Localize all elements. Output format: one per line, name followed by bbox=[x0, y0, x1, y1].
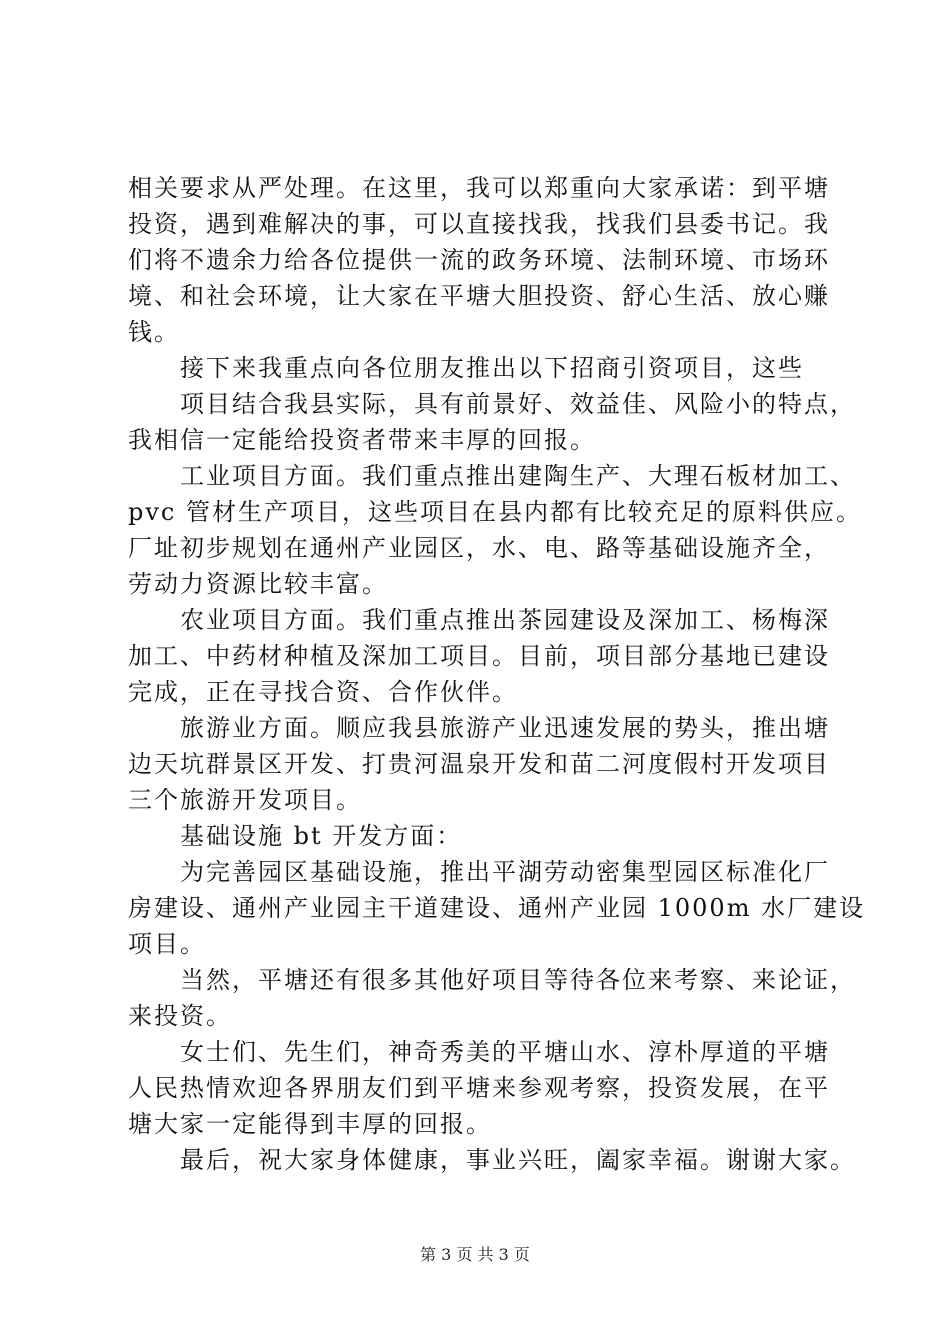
text-line: 为完善园区基础设施，推出平湖劳动密集型园区标准化厂 bbox=[180, 858, 830, 886]
text-line: 相关要求从严处理。在这里，我可以郑重向大家承诺：到平塘 bbox=[128, 174, 830, 202]
text-line: 女士们、先生们，神奇秀美的平塘山水、淳朴厚道的平塘 bbox=[180, 1038, 830, 1066]
text-line: 项目。 bbox=[128, 930, 206, 958]
text-line: 我相信一定能给投资者带来丰厚的回报。 bbox=[128, 426, 596, 454]
text-line: 们将不遗余力给各位提供一流的政务环境、法制环境、市场环 bbox=[128, 246, 830, 274]
text-line: 劳动力资源比较丰富。 bbox=[128, 570, 388, 598]
text-line: 来投资。 bbox=[128, 1002, 232, 1030]
text-line: 农业项目方面。我们重点推出茶园建设及深加工、杨梅深 bbox=[180, 606, 830, 634]
text-line: 投资，遇到难解决的事，可以直接找我，找我们县委书记。我 bbox=[128, 210, 830, 238]
text-line: 基础设施 bt 开发方面： bbox=[180, 822, 463, 850]
text-line: 边天坑群景区开发、打贵河温泉开发和苗二河度假村开发项目 bbox=[128, 750, 830, 778]
text-line: 最后，祝大家身体健康，事业兴旺，阖家幸福。谢谢大家。 bbox=[180, 1146, 856, 1174]
page-number-footer: 第 3 页 共 3 页 bbox=[420, 1245, 530, 1264]
text-line: 人民热情欢迎各界朋友们到平塘来参观考察，投资发展，在平 bbox=[128, 1074, 830, 1102]
text-line: 旅游业方面。顺应我县旅游产业迅速发展的势头，推出塘 bbox=[180, 714, 830, 742]
text-line: 工业项目方面。我们重点推出建陶生产、大理石板材加工、 bbox=[180, 462, 856, 490]
text-line: 塘大家一定能得到丰厚的回报。 bbox=[128, 1110, 492, 1138]
text-line: 接下来我重点向各位朋友推出以下招商引资项目，这些 bbox=[180, 354, 804, 382]
text-line: 完成，正在寻找合资、合作伙伴。 bbox=[128, 678, 518, 706]
text-line: 房建设、通州产业园主干道建设、通州产业园 1000m 水厂建设 bbox=[128, 894, 866, 922]
text-line: 三个旅游开发项目。 bbox=[128, 786, 362, 814]
text-line: pvc 管材生产项目，这些项目在县内都有比较充足的原料供应。 bbox=[128, 498, 862, 526]
text-line: 钱。 bbox=[128, 318, 180, 346]
text-line: 厂址初步规划在通州产业园区，水、电、路等基础设施齐全， bbox=[128, 534, 830, 562]
text-line: 加工、中药材种植及深加工项目。目前，项目部分基地已建设 bbox=[128, 642, 830, 670]
text-line: 当然，平塘还有很多其他好项目等待各位来考察、来论证， bbox=[180, 966, 856, 994]
text-line: 境、和社会环境，让大家在平塘大胆投资、舒心生活、放心赚 bbox=[128, 282, 830, 310]
text-line: 项目结合我县实际，具有前景好、效益佳、风险小的特点， bbox=[180, 390, 856, 418]
